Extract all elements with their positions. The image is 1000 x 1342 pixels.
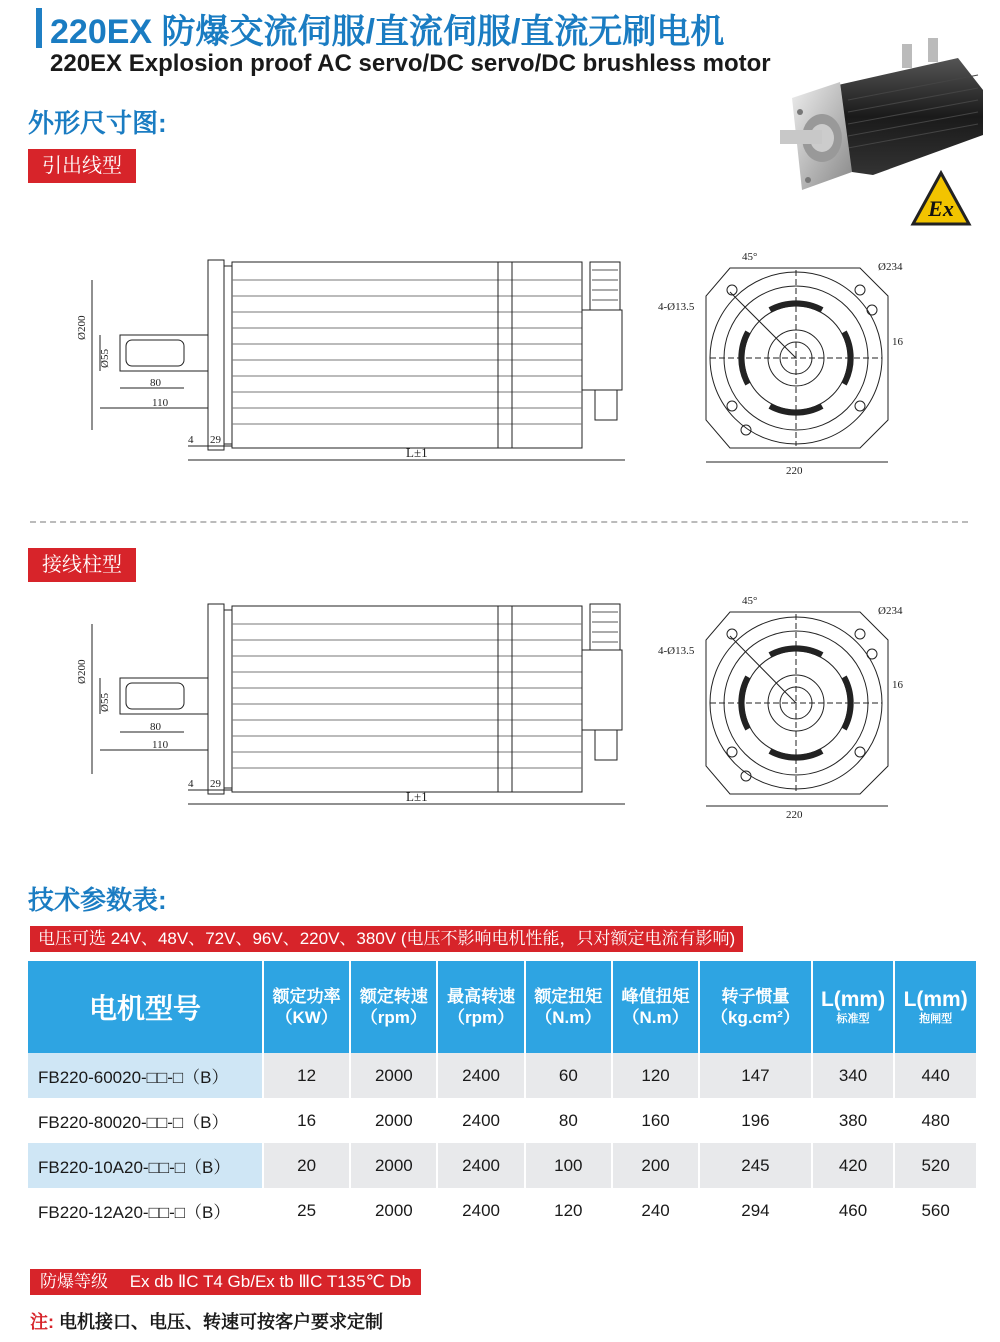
front-view-drawing-1	[650, 240, 910, 480]
dim-angle45: 45°	[742, 595, 758, 607]
lead-wire-tag: 引出线型	[28, 149, 136, 183]
cell-peak-torque: 200	[613, 1143, 698, 1188]
front-view-drawing-2	[650, 588, 910, 828]
params-heading: 技术参数表:	[28, 885, 167, 915]
side-view-drawing-2	[76, 590, 640, 820]
cell-model: FB220-10A20-□□-□（B）	[28, 1143, 262, 1188]
ex-mark-icon	[910, 170, 972, 228]
cell-length-brake: 480	[921, 1110, 950, 1130]
cell-length-brake: 440	[895, 1053, 976, 1098]
cell-length-standard: 420	[813, 1143, 894, 1188]
col-header-model: 电机型号	[28, 961, 262, 1053]
cell-peak-torque: 120	[613, 1053, 698, 1098]
cell-length-standard: 380	[838, 1110, 868, 1130]
cell-rated-speed: 2000	[374, 1200, 413, 1220]
dim-dia234: Ø234	[878, 261, 903, 273]
dim-len80: 80	[150, 721, 161, 733]
cell-power: 25	[297, 1200, 317, 1220]
cell-max-speed: 2400	[462, 1110, 500, 1130]
cell-inertia: 294	[741, 1200, 770, 1220]
table-row	[28, 1098, 976, 1143]
cell-inertia: 245	[700, 1143, 811, 1188]
dim-len110: 110	[152, 397, 169, 409]
dim-key16: 16	[892, 336, 903, 348]
cell-length-standard: 340	[813, 1053, 894, 1098]
table-row	[28, 1053, 976, 1098]
cell-inertia: 196	[741, 1110, 770, 1130]
dim-dia200: Ø200	[76, 315, 88, 340]
cell-max-speed: 2400	[462, 1200, 500, 1220]
dim-width220: 220	[786, 809, 803, 821]
dim-holes: 4-Ø13.5	[658, 301, 695, 313]
cell-length-brake: 560	[921, 1200, 950, 1220]
dim-len110: 110	[152, 739, 169, 751]
col-header-inertia: 转子惯量 （kg.cm²）	[700, 961, 811, 1053]
dim-total-len: L±1	[406, 789, 428, 804]
dim-len80: 80	[150, 377, 161, 389]
cell-power: 12	[264, 1053, 349, 1098]
col-header-rated-speed: 额定转速 （rpm）	[351, 961, 436, 1053]
protection-rating: 防爆等级 Ex db ⅡC T4 Gb/Ex tb ⅢC T135℃ Db	[30, 1269, 421, 1295]
dim-len29: 29	[210, 778, 221, 790]
spec-table	[26, 961, 978, 1233]
table-row	[28, 1188, 976, 1233]
dim-dia234: Ø234	[878, 605, 903, 617]
cell-model: FB220-80020-□□-□（B）	[38, 1113, 229, 1132]
dim-holes: 4-Ø13.5	[658, 645, 695, 657]
side-view-drawing-1	[76, 240, 640, 470]
dim-key16: 16	[892, 679, 903, 691]
col-header-length-standard: L(mm) 标准型	[813, 961, 894, 1053]
terminal-tag: 接线柱型	[28, 548, 136, 582]
cell-max-speed: 2400	[438, 1053, 523, 1098]
cell-inertia: 147	[700, 1053, 811, 1098]
cell-rated-torque: 120	[554, 1200, 583, 1220]
page-title: 220EX 防爆交流伺服/直流伺服/直流无刷电机	[50, 13, 725, 51]
cell-length-brake: 520	[895, 1143, 976, 1188]
cell-max-speed: 2400	[438, 1143, 523, 1188]
page-subtitle: 220EX Explosion proof AC servo/DC servo/DC brushless motor	[50, 50, 771, 77]
cell-rated-torque: 100	[526, 1143, 611, 1188]
voltage-note: 电压可选 24V、48V、72V、96V、220V、380V (电压不影响电机性能，只对额定电流有影响)	[30, 926, 743, 952]
cell-power: 20	[264, 1143, 349, 1188]
title-accent-bar	[36, 8, 42, 48]
cell-peak-torque: 160	[641, 1110, 670, 1130]
col-header-peak-torque: 峰值扭矩 （N.m）	[613, 961, 698, 1053]
cell-rated-torque: 60	[526, 1053, 611, 1098]
cell-rated-speed: 2000	[351, 1143, 436, 1188]
cell-peak-torque: 240	[641, 1200, 670, 1220]
col-header-rated-torque: 额定扭矩 （N.m）	[526, 961, 611, 1053]
dim-dia200: Ø200	[76, 659, 88, 684]
cell-rated-torque: 80	[558, 1110, 578, 1130]
dim-dia55: Ø55	[99, 349, 111, 368]
cell-model: FB220-60020-□□-□（B）	[28, 1053, 262, 1098]
table-header-row	[28, 961, 976, 1053]
col-header-max-speed: 最高转速 （rpm）	[438, 961, 523, 1053]
dim-len4: 4	[188, 434, 194, 446]
dim-dia55: Ø55	[99, 693, 111, 712]
cell-rated-speed: 2000	[351, 1053, 436, 1098]
dim-len4: 4	[188, 778, 194, 790]
cell-length-standard: 460	[838, 1200, 868, 1220]
dim-len29: 29	[210, 434, 221, 446]
col-header-power: 额定功率 （KW）	[264, 961, 349, 1053]
ex-mark-text: Ex	[928, 196, 954, 221]
section-divider	[30, 521, 968, 523]
cell-power: 16	[297, 1110, 317, 1130]
cell-rated-speed: 2000	[374, 1110, 413, 1130]
dim-total-len: L±1	[406, 445, 428, 460]
table-row	[28, 1143, 976, 1188]
dim-width220: 220	[786, 465, 803, 477]
note-text: 电机接口、电压、转速可按客户要求定制	[59, 1312, 384, 1332]
dims-heading: 外形尺寸图:	[28, 108, 167, 138]
dim-angle45: 45°	[742, 251, 758, 263]
note-label: 注:	[30, 1312, 54, 1332]
col-header-length-brake: L(mm) 抱闸型	[895, 961, 976, 1053]
cell-model: FB220-12A20-□□-□（B）	[38, 1203, 231, 1222]
custom-note	[30, 1308, 383, 1334]
